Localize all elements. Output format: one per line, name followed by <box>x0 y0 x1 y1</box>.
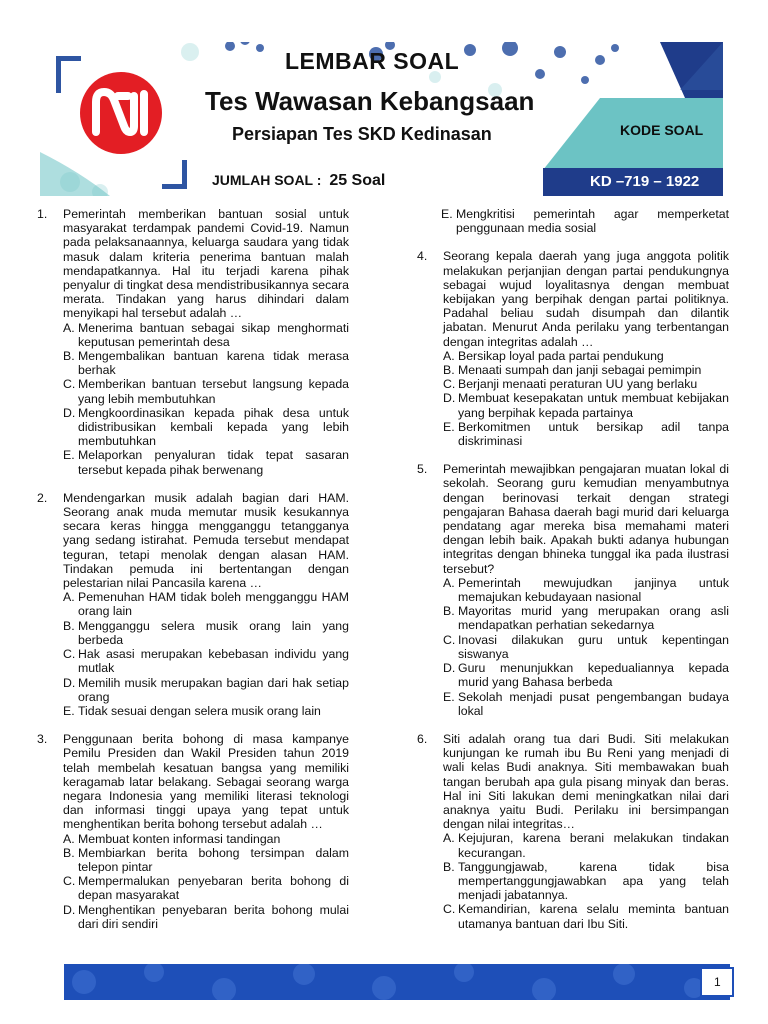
question-3-continued <box>417 207 729 235</box>
left-column <box>37 207 349 945</box>
option-a: A. Kejujuran, karena berani melakukan tindakan kecurangan. <box>443 831 729 860</box>
option-b: B. Menaati sumpah dan janji sebagai pemimpin <box>443 363 702 378</box>
option-d: D. Guru menunjukkan kepedualiannya kepada murid yang Bahasa berbeda <box>443 661 729 690</box>
option-b: B. Mengganggu selera musik orang lain yang berbeda <box>63 618 349 647</box>
logo-mark-icon <box>80 72 162 154</box>
question-4 <box>417 249 729 448</box>
footer-bar <box>64 964 730 1000</box>
option-c: C. Hak asasi merupakan kebebasan individu yang mutlak <box>63 647 349 676</box>
question-stem: Pemerintah mewajibkan pengajaran muatan lokal di sekolah. Seorang guru kemudian menyambutnya dengan berinovasi terkait dengan strategi pengajaran Bahasa daerah bagi murid dari keluarga pendatang agar mereka bisa memahami materi dengan lebih baik. Apakah bukti adanya hubungan integritas dengan bhineka tunggal ika pada ilustrasi tersebut? <box>443 462 729 576</box>
option-b: B. Membiarkan berita bohong tersimpan dalam telepon pintar <box>63 845 349 874</box>
option-c: C. Memberikan bantuan tersebut langsung kepada yang lebih membutuhkan <box>63 377 349 406</box>
question-number: 6. <box>417 731 428 746</box>
option-d: D. Mengkoordinasikan kepada pihak desa untuk didistribusikan kembali kepada yang lebih membutuhkan <box>63 405 349 449</box>
option-b: B. Mayoritas murid yang merupakan orang asli mendapatkan perhatian sekedarnya <box>443 604 729 633</box>
question-6 <box>417 732 729 931</box>
option-c: C. Mempermalukan penyebaran berita bohong di depan masyarakat <box>63 874 349 903</box>
question-3 <box>37 732 349 931</box>
option-e: E. Berkomitmen untuk bersikap adil tanpa diskriminasi <box>443 419 729 449</box>
option-d: D. Memilih musik merupakan bagian dari hak setiap orang <box>63 675 349 704</box>
question-5 <box>417 462 729 718</box>
question-number: 4. <box>417 249 428 264</box>
kode-soal-label: KODE SOAL <box>620 122 704 138</box>
question-stem: Penggunaan berita bohong di masa kampanye Pemilu Presiden dan Wakil Presiden tahun 2019 telah membelah kesatuan bangsa yang memiliki keragamab latar belakang. Sebagai seorang warga negara Indonesia yang memiliki literasi teknologi dan informasi tinggi upaya yang tepat untuk menghentikan berita bohong tersebut adalah … <box>63 732 349 832</box>
question-count <box>212 172 385 190</box>
option-e: E. Tidak sesuai dengan selera musik orang lain <box>63 703 321 718</box>
option-a: A. Pemenuhan HAM tidak boleh mengganggu HAM orang lain <box>63 590 349 619</box>
option-e: E. Mengkritisi pemerintah agar memperketat penggunaan media sosial <box>441 207 729 236</box>
option-c: C. Inovasi dilakukan guru untuk kepentingan siswanya <box>443 632 729 661</box>
option-a: A. Membuat konten informasi tandingan <box>63 831 281 846</box>
question-1 <box>37 207 349 477</box>
question-2 <box>37 491 349 718</box>
option-e: E. Sekolah menjadi pusat pengembangan budaya lokal <box>443 689 729 718</box>
option-a: A. Pemerintah mewujudkan janjinya untuk memajukan kebudayaan nasional <box>443 575 729 605</box>
option-a: A. Bersikap loyal pada partai pendukung <box>443 348 664 363</box>
right-column <box>417 207 729 945</box>
option-d: D. Menghentikan penyebaran berita bohong mulai dari diri sendiri <box>63 902 349 931</box>
question-number: 5. <box>417 462 428 477</box>
question-stem: Seorang kepala daerah yang juga anggota politik melakukan perjanjian dengan partai pendukungnya sebagai wujud loyalitasnya dengan membuat kebijakan yang berpihak dengan partai politiknya. Padahal beliau sudah disumpah dan dilantik jabatan. Menurut Anda perilaku yang terbentangan dengan integritas adalah … <box>443 249 729 349</box>
question-number: 2. <box>37 490 48 505</box>
option-d: D. Membuat kesepakatan untuk membuat kebijakan yang berpihak kepada partainya <box>443 391 729 420</box>
question-number: 3. <box>37 732 48 747</box>
question-number: 1. <box>37 207 48 221</box>
option-b: B. Mengembalikan bantuan karena tidak merasa berhak <box>63 349 349 378</box>
option-c: C. Kemandirian, karena selalu meminta bantuan utamanya bantuan dari Ibu Siti. <box>443 902 729 931</box>
header-banner <box>40 42 723 196</box>
option-e: E. Melaporkan penyaluran tidak tepat sasaran tersebut kepada pihak berwenang <box>63 448 349 477</box>
option-b: B. Tanggungjawab, karena tidak bisa mempertanggungjawabkan apa yang telah menjadi jabatannya. <box>443 859 729 903</box>
footer-pattern <box>64 964 730 1000</box>
question-count-value: 25 Soal <box>329 172 386 189</box>
question-stem: Pemerintah memberikan bantuan sosial untuk masyarakat terdampak pandemi Covid-19. Namun pada pelaksanaannya, keluarga saudara yang tidak masuk dalam kriteria penerima bantuan malah mendapatkannya. Hal itu terjadi karena pihak penyalur di tingkat desa mendistribusikannya secara merata. Tindakan yang harus dihindari dalam menyikapi hal tersebut adalah … <box>63 207 349 321</box>
page-subtitle: Tes Wawasan Kebangsaan <box>205 86 535 116</box>
option-a: A. Menerima bantuan sebagai sikap menghormati keputusan pemerintah desa <box>63 320 349 349</box>
page-subtitle-secondary: Persiapan Tes SKD Kedinasan <box>232 124 492 144</box>
kode-soal-value: KD –719 – 1922 <box>590 173 700 190</box>
bracket-bottom-right <box>162 160 187 189</box>
option-c: C. Berjanji menaati peraturan UU yang berlaku <box>443 377 698 392</box>
page-number: 1 <box>714 975 721 989</box>
bracket-top-left <box>56 56 81 93</box>
question-stem: Mendengarkan musik adalah bagian dari HAM. Seorang anak muda memutar musik kesukannya secara keras hingga mengganggu tetangganya yang sedang istirahat. Pemuda tersebut mendapat teguran, tetapi menolak dengan alasan HAM. Tindakan pemuda ini bertentangan dengan pelestarian nilai Pancasila karena … <box>63 490 349 591</box>
brand-logo <box>80 72 162 154</box>
question-count-label: JUMLAH SOAL : <box>212 172 322 188</box>
question-stem: Siti adalah orang tua dari Budi. Siti melakukan kunjungan ke rumah ibu Bu Reni yang menjadi di wali kelas Budi anaknya. Siti membawakan buah tangan berubah apa gula pisang minyak dan beras. Hal ini Siti lakukan demi meningkatkan nilai dari anaknya yaitu Budi. Perilaku ini bersimpangan dengan nilai integritas… <box>443 731 729 832</box>
page-title: LEMBAR SOAL <box>285 48 460 74</box>
